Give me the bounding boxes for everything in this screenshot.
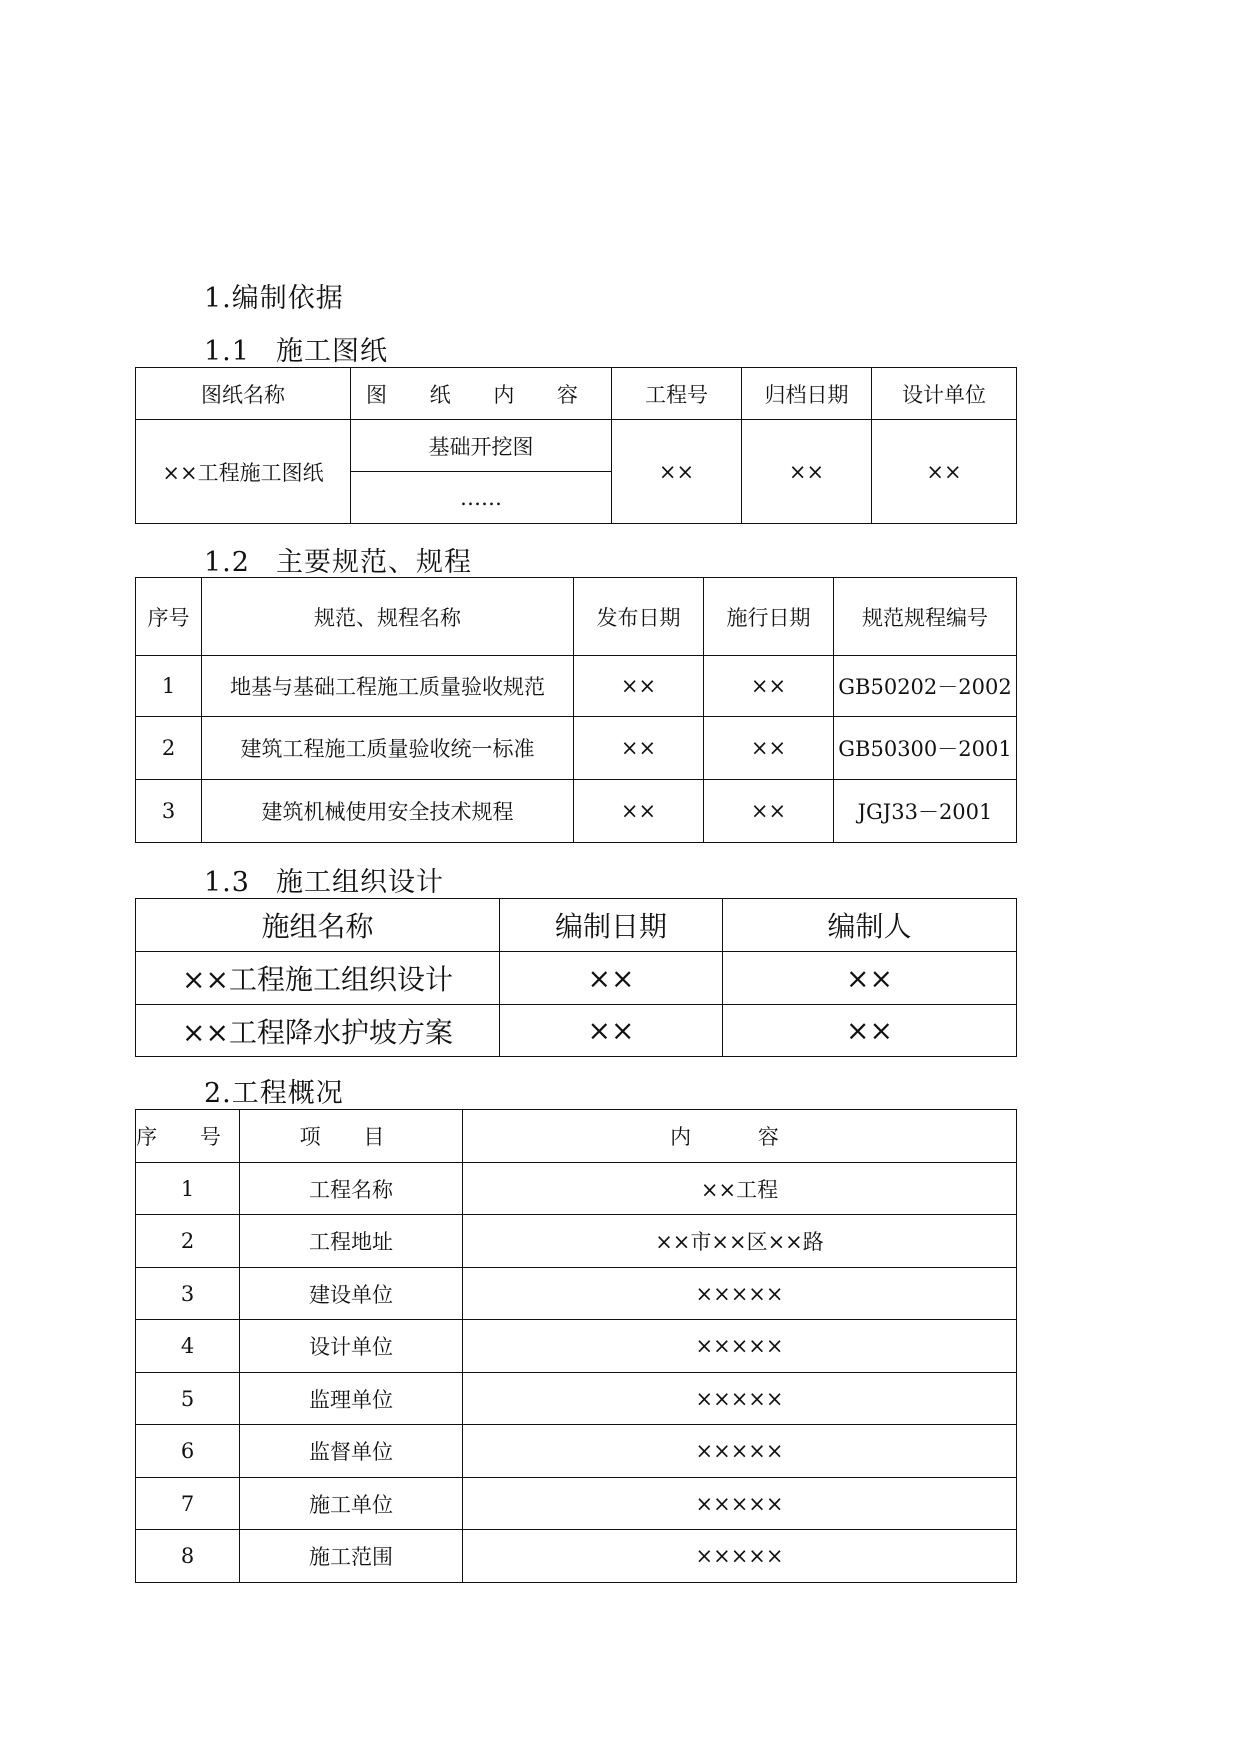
section-title: 施工组织设计 [275,867,444,898]
item-content: ××××× [463,1268,1017,1320]
standard-code: GB50300－2001 [834,717,1017,780]
row-number: 2 [136,1215,240,1268]
table-header-row [136,899,1017,952]
row-number: 3 [136,1268,240,1320]
plan-name: ××工程降水护坡方案 [136,1005,500,1057]
row-number: 5 [136,1373,240,1425]
overview-table [135,1109,1017,1583]
standards-table [135,577,1017,843]
section-number: 1.2 [204,547,250,578]
header-cell: 编制日期 [500,899,723,952]
header-cell: 图纸名称 [136,368,351,420]
item-label: 建设单位 [240,1268,463,1320]
header-cell: 施行日期 [704,578,834,656]
standard-code: JGJ33－2001 [834,780,1017,843]
drawings-table [135,367,1017,524]
section-title: 主要规范、规程 [275,547,472,578]
item-label: 工程地址 [240,1215,463,1268]
project-no: ×× [612,420,742,524]
table-row [136,420,1017,472]
item-content: ××××× [463,1320,1017,1373]
header-cell: 发布日期 [574,578,704,656]
standard-name: 建筑机械使用安全技术规程 [202,780,574,843]
table-row [136,656,1017,717]
publish-date: ×× [574,717,704,780]
section-number: 1.3 [204,867,250,898]
item-label: 设计单位 [240,1320,463,1373]
item-content: ××××× [463,1530,1017,1583]
org-design-table [135,898,1017,1057]
item-content: ××××× [463,1425,1017,1478]
standard-name: 地基与基础工程施工质量验收规范 [202,656,574,717]
header-cell: 设计单位 [872,368,1017,420]
standard-name: 建筑工程施工质量验收统一标准 [202,717,574,780]
effective-date: ×× [704,717,834,780]
row-number: 6 [136,1425,240,1478]
header-cell: 序 号 [136,1110,240,1163]
item-content: ××市××区××路 [463,1215,1017,1268]
row-number: 1 [136,656,202,717]
table-header-row [136,368,1017,420]
drawing-content: …… [351,472,612,524]
table-row [136,1530,1017,1583]
item-label: 施工范围 [240,1530,463,1583]
item-label: 工程名称 [240,1163,463,1215]
standard-code: GB50202－2002 [834,656,1017,717]
section-1-2-heading [204,540,472,579]
header-cell: 规范规程编号 [834,578,1017,656]
publish-date: ×× [574,656,704,717]
drawing-content: 基础开挖图 [351,420,612,472]
header-cell: 图 纸 内 容 [351,368,612,420]
plan-name: ××工程施工组织设计 [136,952,500,1005]
section-2-heading: 2.工程概况 [204,1078,344,1109]
section-1-heading: 1.编制依据 [204,283,344,314]
section-number: 1.1 [204,336,250,367]
section-1-3-heading [204,860,444,899]
drawing-name: ××工程施工图纸 [136,420,351,524]
row-number: 1 [136,1163,240,1215]
item-content: ××××× [463,1373,1017,1425]
table-row [136,1163,1017,1215]
item-content: ××工程 [463,1163,1017,1215]
publish-date: ×× [574,780,704,843]
row-number: 8 [136,1530,240,1583]
section-1-1-heading [204,329,388,368]
header-cell: 项 目 [240,1110,463,1163]
compile-date: ×× [500,952,723,1005]
table-row [136,717,1017,780]
table-row [136,1373,1017,1425]
table-row [136,1320,1017,1373]
item-label: 监理单位 [240,1373,463,1425]
header-cell: 序号 [136,578,202,656]
item-label: 施工单位 [240,1478,463,1530]
item-label: 监督单位 [240,1425,463,1478]
row-number: 4 [136,1320,240,1373]
author: ×× [723,952,1017,1005]
table-row [136,1268,1017,1320]
table-row [136,1215,1017,1268]
table-row [136,1425,1017,1478]
row-number: 3 [136,780,202,843]
design-unit: ×× [872,420,1017,524]
table-row [136,952,1017,1005]
header-cell: 工程号 [612,368,742,420]
archive-date: ×× [742,420,872,524]
table-row [136,780,1017,843]
table-row [136,1478,1017,1530]
header-cell: 施组名称 [136,899,500,952]
table-header-row [136,578,1017,656]
effective-date: ×× [704,656,834,717]
table-row [136,1005,1017,1057]
header-cell: 编制人 [723,899,1017,952]
item-content: ××××× [463,1478,1017,1530]
row-number: 7 [136,1478,240,1530]
row-number: 2 [136,717,202,780]
header-cell: 归档日期 [742,368,872,420]
header-cell: 内 容 [463,1110,1017,1163]
table-header-row [136,1110,1017,1163]
author: ×× [723,1005,1017,1057]
compile-date: ×× [500,1005,723,1057]
section-title: 施工图纸 [275,336,388,367]
header-cell: 规范、规程名称 [202,578,574,656]
effective-date: ×× [704,780,834,843]
